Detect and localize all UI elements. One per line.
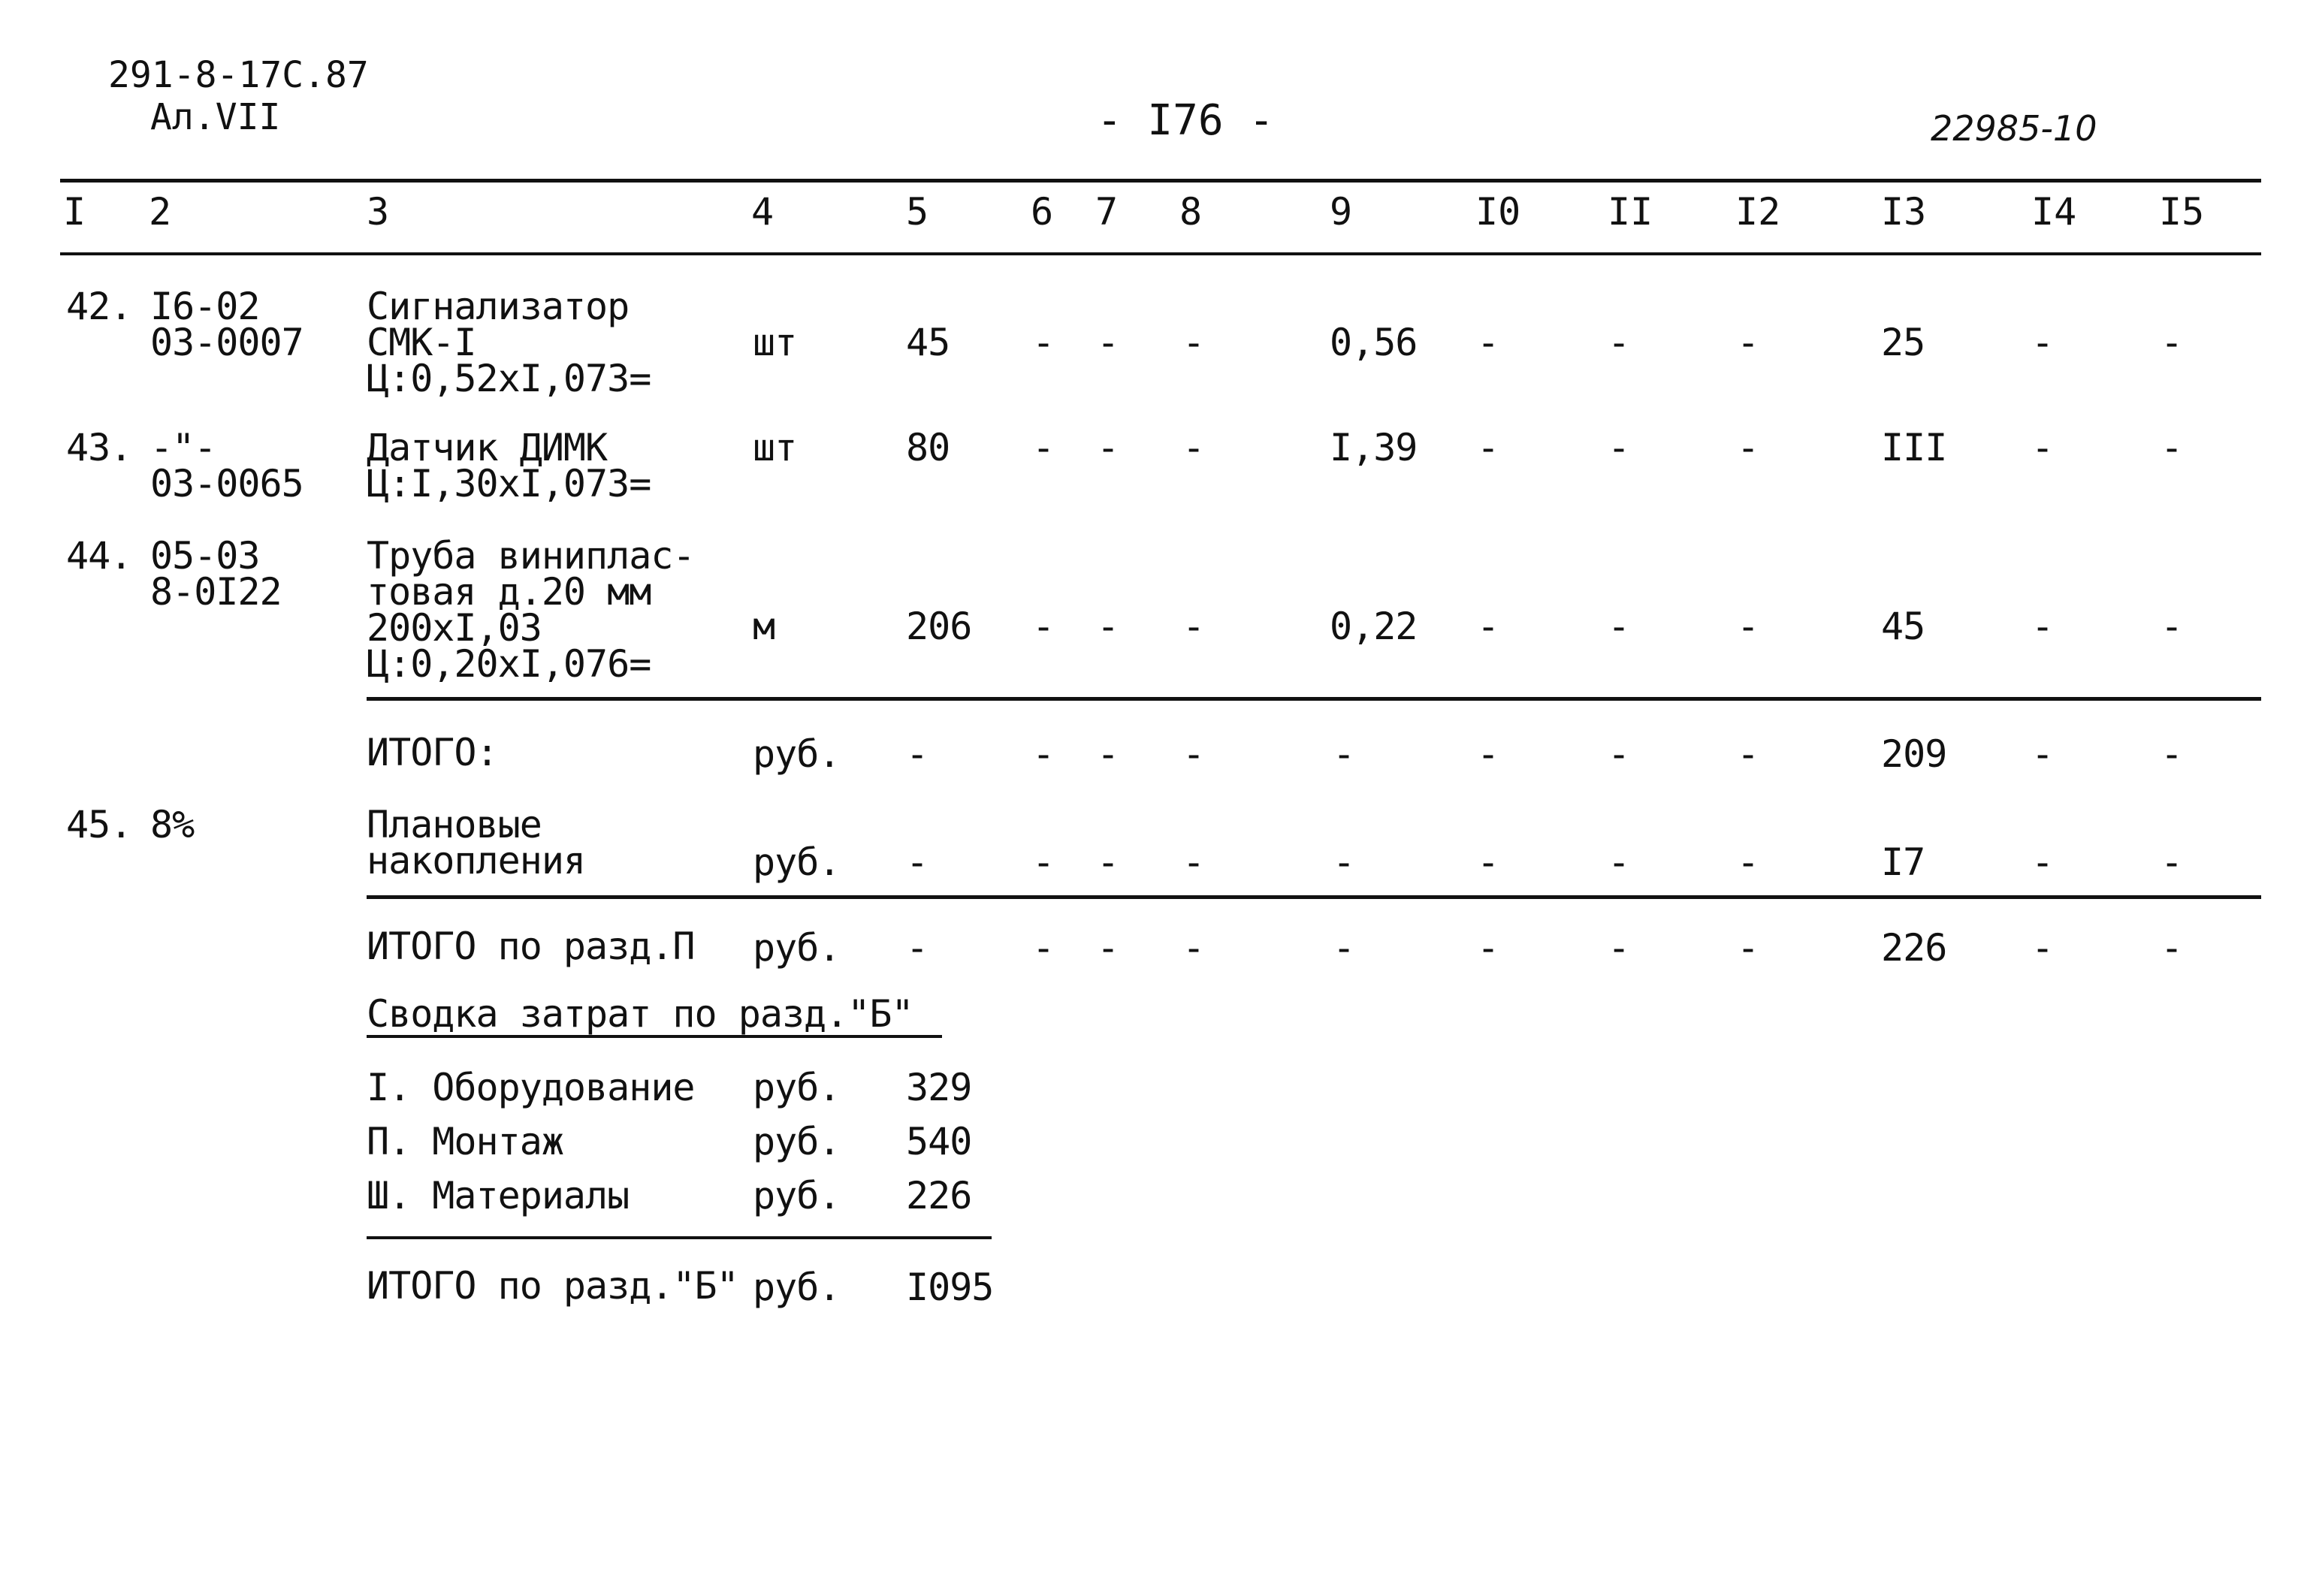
cell-col5: 206 [906, 605, 972, 648]
cell-col13: 45 [1881, 605, 1925, 648]
row-unit: шт [753, 426, 797, 469]
row-number: 43. [66, 426, 132, 469]
row-code: 8% [150, 803, 195, 846]
cell-col5: 45 [906, 321, 950, 364]
summary-item-unit: руб. [753, 1174, 841, 1217]
cell-col15: - [2161, 732, 2183, 776]
cell-col11: - [1608, 732, 1630, 776]
cell-col15: - [2161, 321, 2183, 364]
cell-col15: - [2161, 926, 2183, 970]
cell-col12: - [1737, 926, 1759, 970]
cell-col8: - [1182, 840, 1205, 884]
cell-col6: - [1032, 732, 1055, 776]
summary-item-value: 226 [906, 1174, 972, 1217]
cell-col6: - [1032, 926, 1055, 970]
row-code: I6-02 03-0007 [150, 285, 303, 364]
col-header-3: 3 [367, 190, 390, 234]
cell-col13: I7 [1881, 840, 1925, 884]
cell-col11: - [1608, 426, 1630, 469]
cell-col15: - [2161, 605, 2183, 648]
col-header-13: I3 [1881, 190, 1927, 234]
cell-col13: 209 [1881, 732, 1947, 776]
row-code: -"- 03-0065 [150, 426, 303, 505]
row-unit: руб. [753, 840, 841, 884]
col-header-7: 7 [1095, 190, 1119, 234]
row-number: 45. [66, 803, 132, 846]
summary-total-value: I095 [906, 1266, 994, 1309]
cell-col14: - [2031, 426, 2054, 469]
page-number: - I76 - [1097, 96, 1275, 145]
cell-col7: - [1097, 840, 1119, 884]
cell-col12: - [1737, 732, 1759, 776]
cell-col8: - [1182, 321, 1205, 364]
section-rule [367, 895, 2261, 899]
col-header-15: I5 [2159, 190, 2205, 234]
cell-col8: - [1182, 426, 1205, 469]
cell-col8: - [1182, 732, 1205, 776]
cell-col10: - [1477, 426, 1499, 469]
col-header-8: 8 [1179, 190, 1203, 234]
row-number: 42. [66, 285, 132, 328]
row-description: Датчик ДИМК Ц:I,30хI,073= [367, 426, 651, 505]
summary-total-unit: руб. [753, 1266, 841, 1309]
summary-item-unit: руб. [753, 1066, 841, 1109]
row-description: Труба виниплас- товая д.20 мм 200хI,03 Ц:0,20хI,076= [367, 534, 695, 686]
cell-col10: - [1477, 732, 1499, 776]
cell-col7: - [1097, 732, 1119, 776]
cell-col7: - [1097, 321, 1119, 364]
cell-col6: - [1032, 321, 1055, 364]
summary-total-label: ИТОГО по разд."Б" [367, 1264, 738, 1308]
cell-col11: - [1608, 840, 1630, 884]
doc-ref-line1: 291-8-17С.87 [108, 54, 369, 96]
cell-col10: - [1477, 321, 1499, 364]
cell-col7: - [1097, 605, 1119, 648]
subtotal-unit: руб. [753, 926, 841, 970]
summary-item-label: I. Оборудование [367, 1066, 695, 1109]
col-header-12: I2 [1735, 190, 1781, 234]
archive-code: 22985-10 [1931, 108, 2097, 149]
subtotal-label: ИТОГО: [367, 731, 498, 774]
col-header-11: II [1608, 190, 1653, 234]
cell-col10: - [1477, 840, 1499, 884]
cell-col6: - [1032, 605, 1055, 648]
col-header-2: 2 [149, 190, 172, 234]
cell-col11: - [1608, 321, 1630, 364]
col-header-4: 4 [751, 190, 775, 234]
summary-item-value: 540 [906, 1120, 972, 1163]
table-top-rule [60, 179, 2261, 183]
cell-col10: - [1477, 926, 1499, 970]
cell-col5: - [906, 926, 929, 970]
row-unit: м [753, 605, 775, 648]
row-code: 05-03 8-0I22 [150, 534, 282, 614]
cell-col14: - [2031, 926, 2054, 970]
summary-rule [367, 1236, 992, 1239]
cell-col13: 226 [1881, 926, 1947, 970]
cell-col9: 0,56 [1330, 321, 1418, 364]
cell-col8: - [1182, 605, 1205, 648]
col-header-5: 5 [906, 190, 929, 234]
cell-col11: - [1608, 926, 1630, 970]
cell-col6: - [1032, 840, 1055, 884]
row-number: 44. [66, 534, 132, 578]
cell-col12: - [1737, 840, 1759, 884]
cell-col10: - [1477, 605, 1499, 648]
document-reference [108, 54, 369, 138]
cell-col9: 0,22 [1330, 605, 1418, 648]
section-rule [367, 697, 2261, 701]
summary-item-label: П. Монтаж [367, 1120, 563, 1163]
cell-col9: - [1333, 926, 1355, 970]
doc-ref-line2: Ал.VII [150, 96, 281, 138]
col-header-10: I0 [1475, 190, 1521, 234]
summary-item-value: 329 [906, 1066, 972, 1109]
cell-col5: - [906, 840, 929, 884]
summary-title: Сводка затрат по разд."Б" [367, 996, 942, 1038]
cell-col12: - [1737, 321, 1759, 364]
cell-col14: - [2031, 732, 2054, 776]
col-header-6: 6 [1031, 190, 1054, 234]
cell-col13: 25 [1881, 321, 1925, 364]
row-description: Плановые накопления [367, 803, 586, 882]
cell-col9: - [1333, 732, 1355, 776]
summary-item-label: Ш. Материалы [367, 1174, 630, 1217]
cell-col6: - [1032, 426, 1055, 469]
cell-col14: - [2031, 840, 2054, 884]
subtotal-label: ИТОГО по разд.П [367, 925, 695, 968]
cell-col12: - [1737, 426, 1759, 469]
cell-col15: - [2161, 840, 2183, 884]
subtotal-unit: руб. [753, 732, 841, 776]
col-header-9: 9 [1330, 190, 1353, 234]
cell-col15: - [2161, 426, 2183, 469]
summary-item-unit: руб. [753, 1120, 841, 1163]
cell-col7: - [1097, 926, 1119, 970]
cell-col9: - [1333, 840, 1355, 884]
cell-col9: I,39 [1330, 426, 1418, 469]
cell-col8: - [1182, 926, 1205, 970]
row-unit: шт [753, 321, 797, 364]
col-header-14: I4 [2031, 190, 2077, 234]
cell-col13: III [1881, 426, 1947, 469]
row-description: Сигнализатор СМК-I Ц:0,52хI,073= [367, 285, 651, 400]
cell-col14: - [2031, 321, 2054, 364]
col-header-1: I [63, 190, 86, 234]
cell-col12: - [1737, 605, 1759, 648]
cell-col11: - [1608, 605, 1630, 648]
cell-col5: - [906, 732, 929, 776]
header-bottom-rule [60, 252, 2261, 255]
cell-col14: - [2031, 605, 2054, 648]
cell-col7: - [1097, 426, 1119, 469]
cell-col5: 80 [906, 426, 950, 469]
